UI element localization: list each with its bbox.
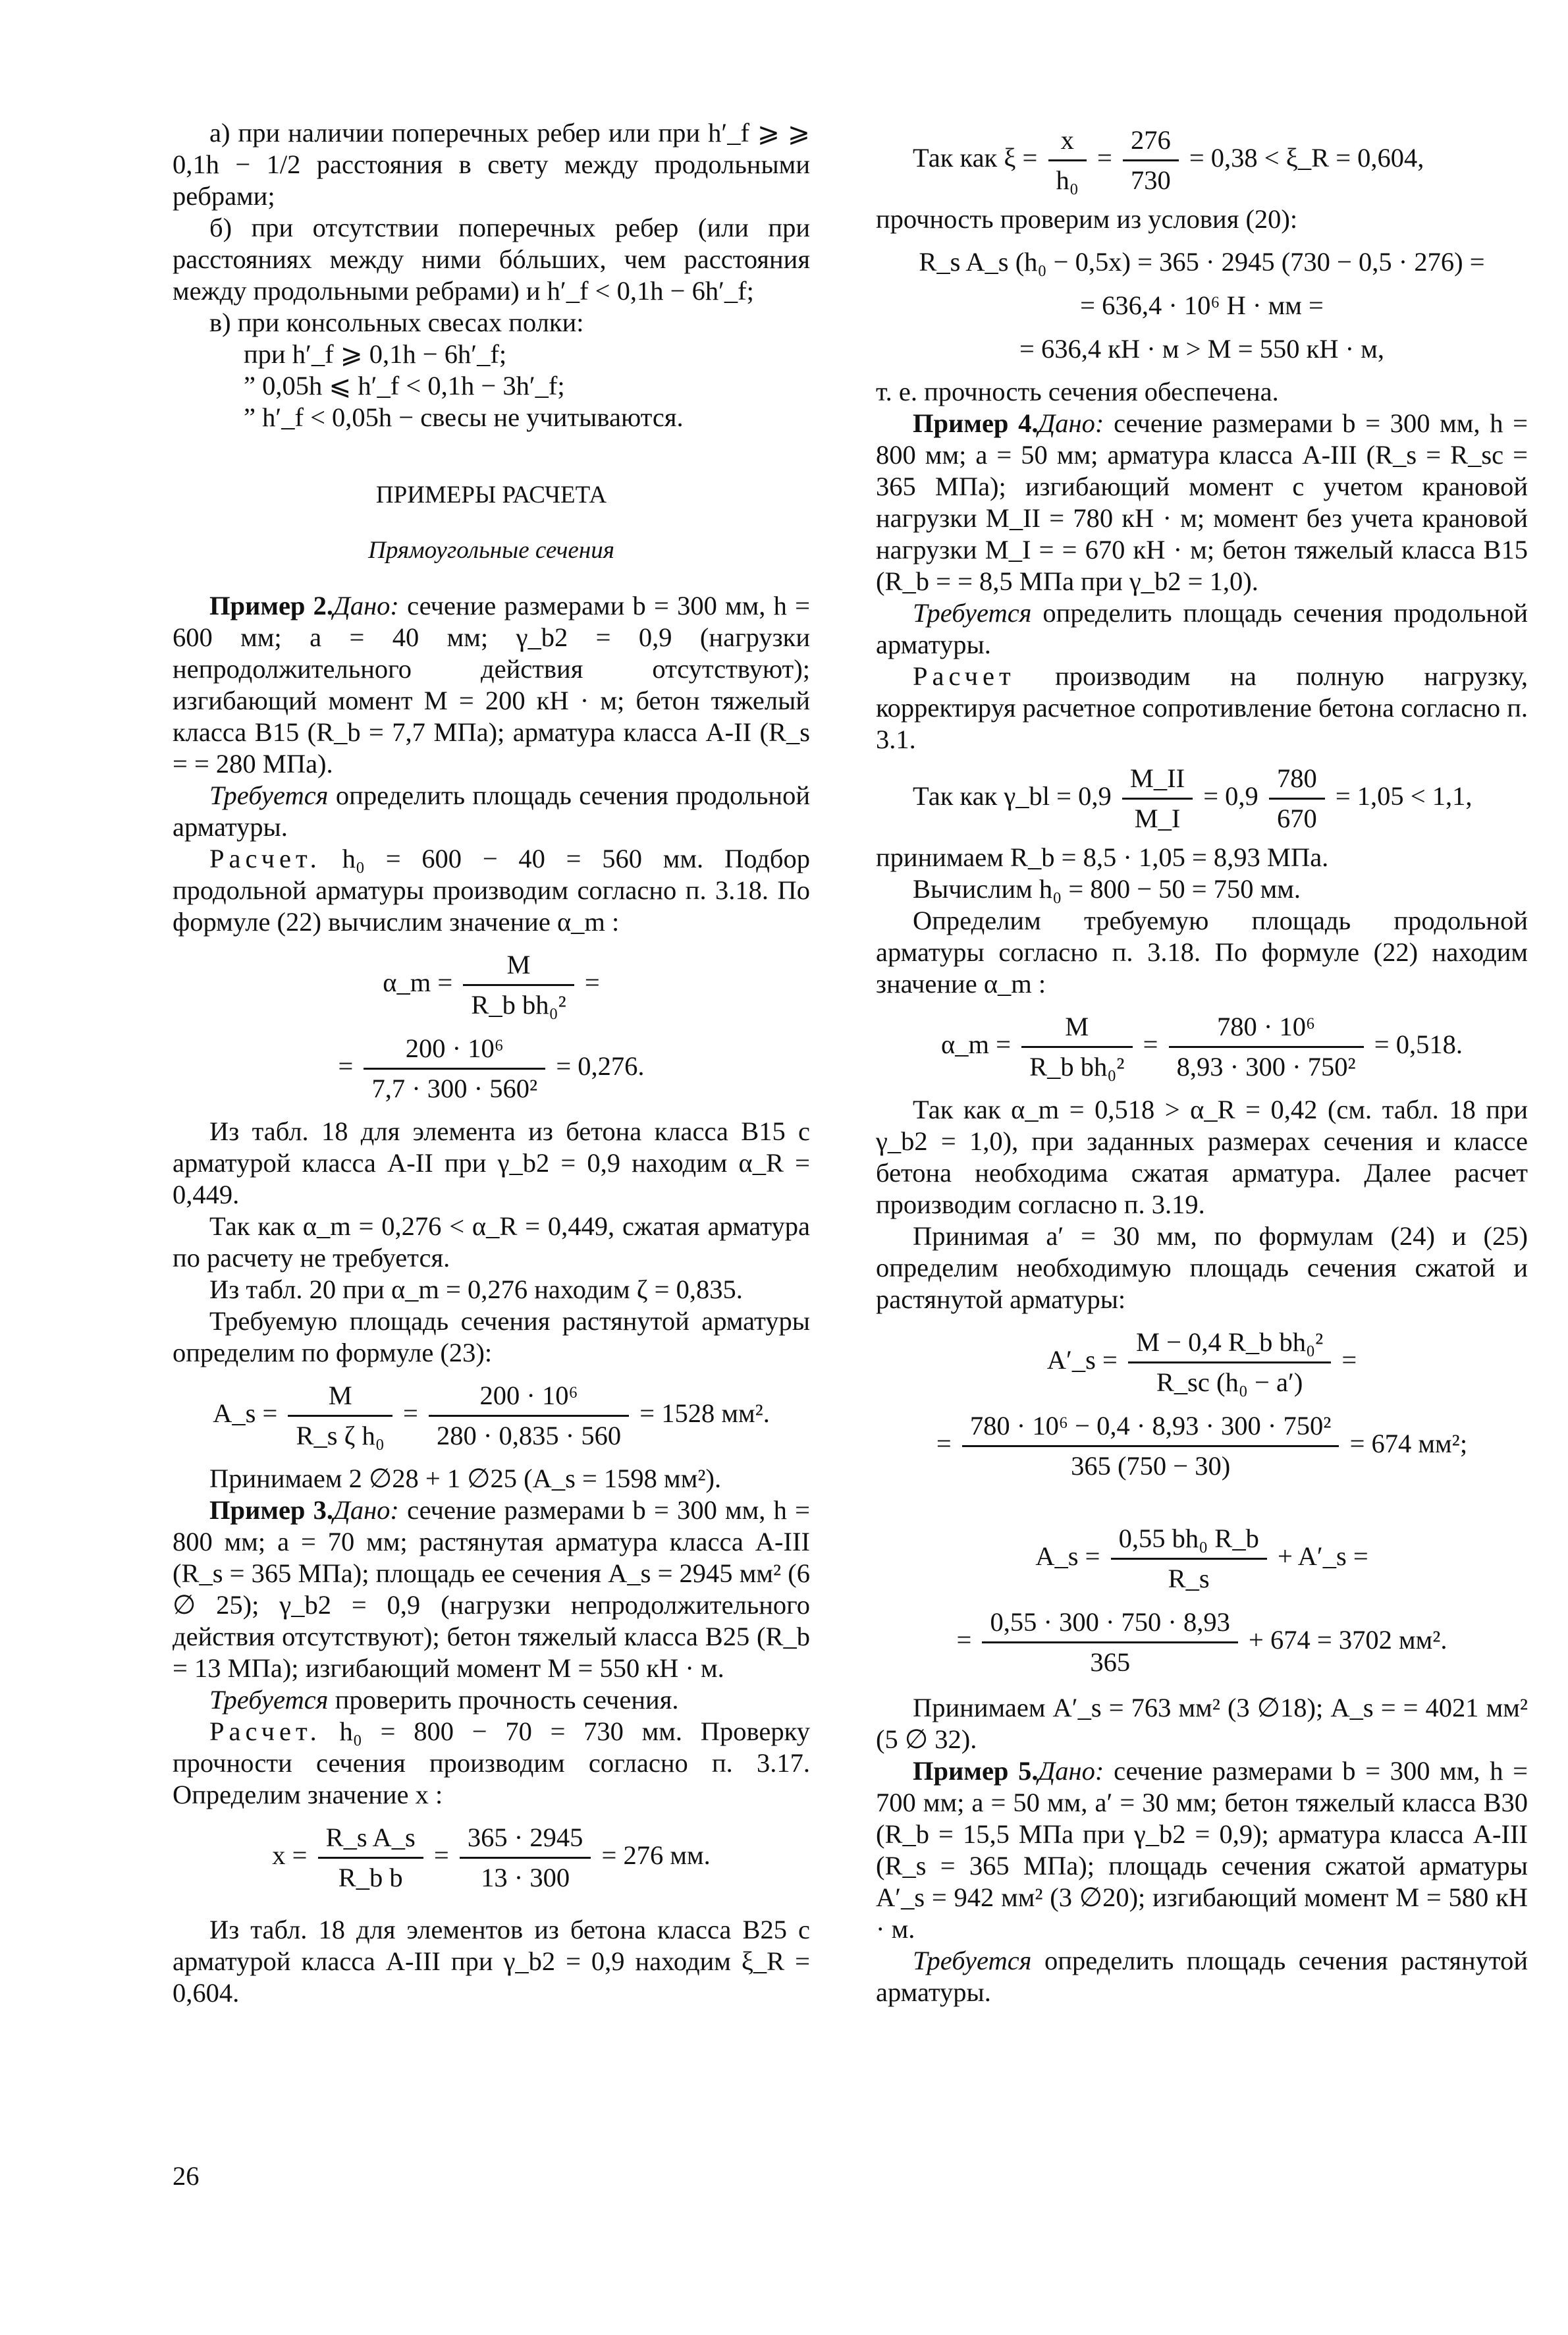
- numerator: 365 · 2945: [460, 1821, 591, 1859]
- numerator: 780 · 10⁶ − 0,4 · 8,93 · 300 · 750²: [962, 1410, 1339, 1447]
- fraction: [1123, 124, 1179, 197]
- fraction: [318, 1821, 423, 1894]
- formula-lhs: A_s =: [213, 1398, 278, 1428]
- example-5-given: [876, 1755, 1528, 1945]
- example-5-required-word: Требуется: [913, 1946, 1032, 1975]
- numerator: M_II: [1122, 762, 1193, 800]
- numerator: 0,55 bh₀ R_b: [1111, 1522, 1267, 1560]
- strength-formula-line-3: = 636,4 кН · м > M = 550 кН · м,: [1019, 334, 1384, 364]
- fraction: [288, 1379, 392, 1452]
- fraction: [463, 948, 574, 1022]
- example-4-calc: [876, 661, 1528, 755]
- denominator: h₀: [1056, 165, 1079, 195]
- overhang-conditions: [244, 339, 810, 433]
- formula-result: = 0,518.: [1374, 1029, 1463, 1059]
- formula-lhs: α_m =: [383, 967, 453, 997]
- example-2-para-1: Из табл. 18 для элемента из бетона класса B15 с арматурой класса А-II при γ_b2 = 0,9 находим α_R = 0,449.: [173, 1116, 810, 1209]
- example-2-text: сечение размерами b = 300 мм, h = 600 мм; a = 40 мм; γ_b2 = 0,9 (нагрузки непродолжительного действия отсутствуют); изгибающий момент M = 200 кН · м; бетон тяжелый класса B15 (R_b = 7,7 МПа); арматура класса А-II (R_s = = 280 МПа).: [173, 591, 810, 779]
- example-2-label: Пример 2.: [209, 591, 334, 620]
- example-4-text: сечение размерами b = 300 мм, h = 800 мм; a = 50 мм; арматура класса А-III (R_s = R_sc = 365 МПа); изгибающий момент с учетом крановой нагрузки M_II = 780 кН · м; момент без учета крановой нагрузки M_I = = 670 кН · м; бетон тяжелый класса B15 (R_b = = 8,5 МПа при γ_b2 = 1,0).: [876, 408, 1528, 596]
- example-4-required-text: определить площадь сечения продольной арматуры.: [876, 598, 1528, 659]
- denominator: R_sc (h₀ − a′): [1156, 1367, 1303, 1397]
- right-column: [876, 117, 1528, 2008]
- clause-v: в) при консольных свесах полки:: [209, 308, 584, 337]
- denominator: M_I: [1134, 804, 1181, 833]
- denominator: R_b bh₀²: [1029, 1052, 1125, 1082]
- example-2-para-3: Из табл. 20 при α_m = 0,276 находим ζ = 0,835.: [209, 1275, 743, 1304]
- example-4-formula-as-prime: [876, 1326, 1528, 1399]
- example-2-calc-word: Расчет.: [209, 844, 321, 873]
- numerator: 780 · 10⁶: [1169, 1010, 1364, 1048]
- numerator: M: [463, 948, 574, 986]
- formula-mid: =: [433, 1840, 449, 1870]
- example-4-required-word: Требуется: [913, 598, 1032, 628]
- fraction: [460, 1821, 591, 1894]
- example-2-formula-alpha: [173, 948, 810, 1022]
- fraction: [364, 1032, 545, 1105]
- example-2-required-text: определить площадь сечения продольной арматуры.: [173, 781, 810, 842]
- numerator: 276: [1123, 124, 1179, 161]
- strength-formula-line-1: R_s A_s (h₀ − 0,5x) = 365 · 2945 (730 − 0,5 · 276) =: [919, 247, 1485, 277]
- overhang-condition-1: при h′_f ⩾ 0,1h − 6h′_f;: [244, 339, 507, 369]
- example-4-formula-gamma: [913, 762, 1528, 835]
- example-4-para-5: Принимая a′ = 30 мм, по формулам (24) и (25) определим необходимую площадь сечения сжатой и растянутой арматуры:: [876, 1221, 1528, 1314]
- example-4-given-word: Дано:: [1038, 408, 1104, 438]
- section-subheading: Прямоугольные сечения: [368, 537, 614, 564]
- xi-formula: [913, 124, 1528, 197]
- formula-lhs: =: [338, 1051, 354, 1081]
- fraction: [1048, 124, 1087, 197]
- denominator: R_b bh₀²: [471, 990, 566, 1020]
- fraction: [982, 1606, 1237, 1679]
- example-3-calc: [173, 1716, 810, 1811]
- example-2-calc-text: h₀ = 600 − 40 = 560 мм. Подбор продольной арматуры производим согласно п. 3.18. По формуле (22) вычислим значение α_m :: [173, 844, 810, 937]
- formula-result: = 674 мм²;: [1349, 1428, 1468, 1458]
- formula-mid: =: [1143, 1029, 1158, 1059]
- numerator: M − 0,4 R_b bh₀²: [1128, 1326, 1331, 1363]
- denominator: 365 (750 − 30): [1071, 1451, 1231, 1481]
- denominator: R_b b: [338, 1863, 403, 1892]
- formula-lhs: =: [936, 1428, 952, 1458]
- clause-a: а) при наличии поперечных ребер или при h′_f ⩾ ⩾ 0,1h − 1/2 расстояния в свету между продольными ребрами;: [173, 118, 810, 211]
- example-4-formula-alpha: [876, 1010, 1528, 1084]
- example-4-required: [876, 597, 1528, 661]
- example-4-para-4: Так как α_m = 0,518 > α_R = 0,42 (см. табл. 18 при γ_b2 = 1,0), при заданных размерах сечения и классе бетона необходима сжатая арматура. Далее расчет производим согласно п. 3.19.: [876, 1095, 1528, 1219]
- example-3-required-text: проверить прочность сечения.: [335, 1685, 679, 1715]
- denominator: 7,7 · 300 · 560²: [371, 1074, 538, 1103]
- numerator: x: [1048, 124, 1087, 161]
- formula-result: = 1528 мм².: [639, 1398, 770, 1428]
- formula-mid: =: [403, 1398, 418, 1428]
- numerator: M: [288, 1379, 392, 1417]
- example-4-calc-word: Расчет: [913, 661, 1015, 691]
- example-4-formula-as: [876, 1522, 1528, 1595]
- clause-b: б) при отсутствии поперечных ребер (или при расстояниях между ними бóльших, чем расстояния между продольными ребрами) и h′_f < 0,1h − 6h′_f;: [173, 213, 810, 306]
- example-2-calc: [173, 843, 810, 938]
- formula-lhs: A_s =: [1035, 1541, 1100, 1571]
- denominator: 13 · 300: [481, 1863, 570, 1892]
- example-2-accept: Принимаем 2 ∅28 + 1 ∅25 (A_s = 1598 мм²).: [209, 1464, 722, 1493]
- denominator: 730: [1130, 165, 1171, 195]
- formula-result: = 0,38 < ξ_R = 0,604,: [1189, 142, 1424, 173]
- example-2-formula-alpha-value: [173, 1032, 810, 1105]
- denominator: 280 · 0,835 · 560: [437, 1421, 622, 1450]
- formula-result: = 276 мм.: [601, 1840, 711, 1870]
- fraction: [1111, 1522, 1267, 1595]
- formula-result: = 0,276.: [556, 1051, 645, 1081]
- example-3-given-word: Дано:: [333, 1495, 399, 1525]
- example-2-given-word: Дано:: [333, 591, 399, 620]
- example-4-accept: Принимаем A′_s = 763 мм² (3 ∅18); A_s = = 4021 мм² (5 ∅ 32).: [876, 1693, 1528, 1754]
- formula-lhs: α_m =: [941, 1029, 1011, 1059]
- example-4-para-2: Вычислим h₀ = 800 − 50 = 750 мм.: [913, 874, 1301, 904]
- denominator: 670: [1276, 804, 1317, 833]
- example-5-label: Пример 5.: [913, 1756, 1039, 1786]
- formula-lhs: Так как γ_bl = 0,9: [913, 781, 1112, 811]
- formula-lhs: =: [956, 1624, 972, 1655]
- denominator: R_s ζ h₀: [296, 1421, 385, 1450]
- left-column: [173, 117, 810, 2009]
- denominator: 8,93 · 300 · 750²: [1176, 1052, 1356, 1082]
- fraction: [1169, 1010, 1364, 1084]
- formula-mid: = 0,9: [1203, 781, 1258, 811]
- formula-result: + 674 = 3702 мм².: [1249, 1624, 1447, 1655]
- numerator: M: [1021, 1010, 1132, 1048]
- overhang-condition-3: ” h′_f < 0,05h − свесы не учитываются.: [244, 402, 684, 432]
- example-3-formula-x: [173, 1821, 810, 1894]
- example-3-calc-word: Расчет.: [209, 1717, 321, 1746]
- example-5-given-word: Дано:: [1038, 1756, 1104, 1786]
- page-number: 26: [173, 2161, 200, 2191]
- fraction: [1269, 762, 1325, 835]
- formula-result: = 1,05 < 1,1,: [1335, 781, 1473, 811]
- fraction: [1122, 762, 1193, 835]
- example-5-required-text: определить площадь сечения растянутой арматуры.: [876, 1946, 1528, 2007]
- example-4-formula-as-value: [876, 1606, 1528, 1679]
- denominator: 365: [1090, 1647, 1131, 1677]
- example-2-required-word: Требуется: [209, 781, 329, 810]
- example-4-label: Пример 4.: [913, 408, 1039, 438]
- numerator: 780: [1269, 762, 1325, 800]
- example-3-required-word: Требуется: [209, 1685, 329, 1715]
- fraction: [1128, 1326, 1331, 1399]
- formula-lhs: x =: [272, 1840, 308, 1870]
- formula-tail: + A′_s =: [1277, 1541, 1368, 1571]
- formula-mid: =: [1097, 142, 1112, 173]
- numerator: R_s A_s: [318, 1821, 423, 1859]
- numerator: 200 · 10⁶: [429, 1379, 629, 1417]
- formula-tail: =: [584, 967, 600, 997]
- example-5-required: [876, 1945, 1528, 2008]
- example-3-label: Пример 3.: [209, 1495, 334, 1525]
- fraction: [429, 1379, 629, 1452]
- example-2-para-2: Так как α_m = 0,276 < α_R = 0,449, сжатая арматура по расчету не требуется.: [173, 1211, 810, 1273]
- example-4-formula-as-prime-value: [876, 1410, 1528, 1483]
- example-3-para-1: Из табл. 18 для элементов из бетона класса B25 с арматурой класса А-III при γ_b2 = 0,9 находим ξ_R = 0,604.: [173, 1915, 810, 2008]
- overhang-condition-2: ” 0,05h ⩽ h′_f < 0,1h − 3h′_f;: [244, 371, 565, 400]
- example-3-text: сечение размерами b = 300 мм, h = 800 мм; a = 70 мм; растянутая арматура класса А-III (R_s = 365 МПа); площадь ее сечения A_s = 2945 мм² (6 ∅ 25); γ_b2 = 0,9 (нагрузки непродолжительного действия отсутствуют); бетон тяжелый класса B25 (R_b = 13 МПа); изгибающий момент M = 550 кН · м.: [173, 1495, 810, 1683]
- strength-check-intro: прочность проверим из условия (20):: [876, 204, 1298, 234]
- strength-conclusion: т. е. прочность сечения обеспечена.: [876, 377, 1279, 406]
- example-4-para-1: принимаем R_b = 8,5 · 1,05 = 8,93 МПа.: [876, 842, 1329, 872]
- denominator: R_s: [1168, 1564, 1210, 1593]
- example-3-calc-text: h₀ = 800 − 70 = 730 мм. Проверку прочности сечения производим согласно п. 3.17. Определим значение x :: [173, 1717, 810, 1809]
- numerator: 0,55 · 300 · 750 · 8,93: [982, 1606, 1237, 1643]
- fraction: [1021, 1010, 1132, 1084]
- example-2-para-4: Требуемую площадь сечения растянутой арматуры определим по формуле (23):: [173, 1306, 810, 1367]
- strength-formula-line-2: = 636,4 · 10⁶ Н · мм =: [1080, 290, 1324, 320]
- example-4-para-3: Определим требуемую площадь продольной арматуры согласно п. 3.18. По формуле (22) находим значение α_m :: [876, 906, 1528, 999]
- formula-tail: =: [1341, 1344, 1357, 1375]
- section-heading: ПРИМЕРЫ РАСЧЕТА: [375, 481, 607, 508]
- formula-lhs: Так как ξ =: [913, 142, 1038, 173]
- numerator: 200 · 10⁶: [364, 1032, 545, 1070]
- example-3-required: [173, 1684, 810, 1716]
- example-3-given: [173, 1495, 810, 1684]
- example-2-given: [173, 590, 810, 780]
- example-2-required: [173, 780, 810, 843]
- example-4-calc-text: производим на полную нагрузку, корректируя расчетное сопротивление бетона согласно п. 3.1.: [876, 661, 1528, 754]
- example-5-text: сечение размерами b = 300 мм, h = 700 мм; a = 50 мм, a′ = 30 мм; бетон тяжелый класса B30 (R_b = 15,5 МПа при γ_b2 = 0,9); арматура класса А-III (R_s = 365 МПа); площадь сечения сжатой арматуры A′_s = 942 мм² (3 ∅20); изгибающий момент M = 580 кН · м.: [876, 1756, 1528, 1944]
- example-4-given: [876, 408, 1528, 597]
- formula-lhs: A′_s =: [1046, 1344, 1118, 1375]
- fraction: [962, 1410, 1339, 1483]
- example-2-formula-as: [173, 1379, 810, 1452]
